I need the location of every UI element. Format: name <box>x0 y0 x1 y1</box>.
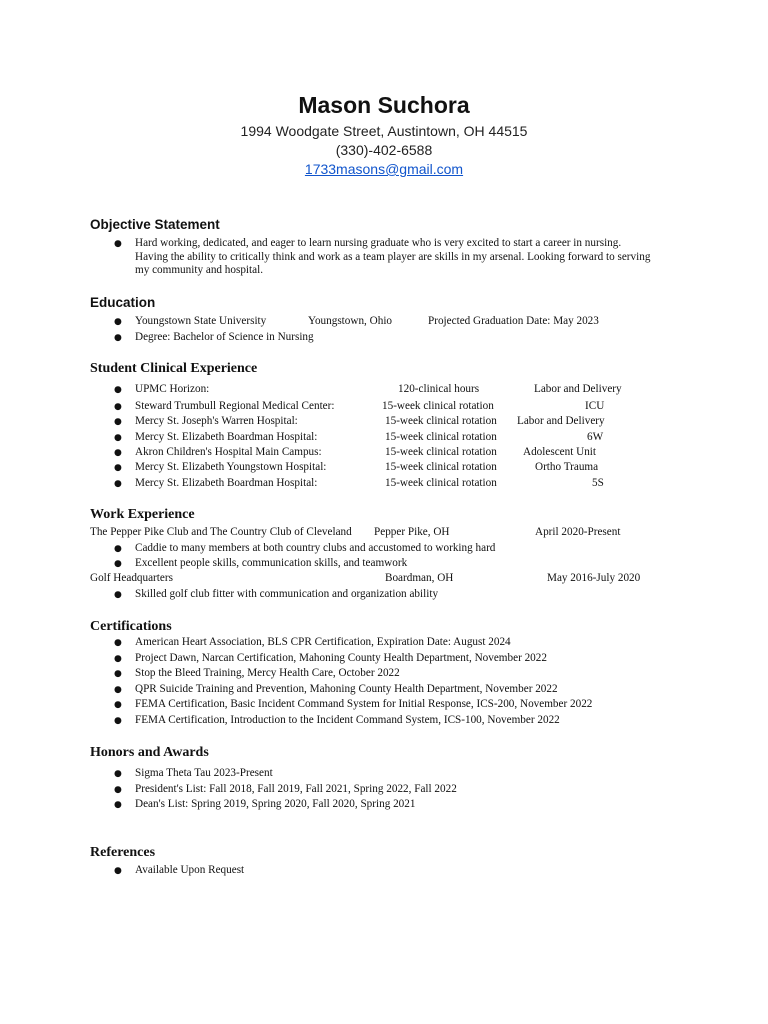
employer-location: Pepper Pike, OH <box>374 526 450 538</box>
certification-item: Stop the Bleed Training, Mercy Health Care, October 2022 <box>135 667 400 679</box>
bullet-icon: ● <box>114 417 122 427</box>
education-heading: Education <box>90 295 156 310</box>
phone: (330)-402-6588 <box>335 142 433 158</box>
job-bullet: Excellent people skills, communication skills, and teamwork <box>135 557 408 569</box>
bullet-icon: ● <box>114 402 122 412</box>
honor-item: Sigma Theta Tau 2023-Present <box>135 767 273 779</box>
certification-item: QPR Suicide Training and Prevention, Mahoning County Health Department, November 2022 <box>135 683 558 695</box>
bullet-icon: ● <box>114 654 122 664</box>
bullet-icon: ● <box>114 800 122 810</box>
job-bullet: Skilled golf club fitter with communication and organization ability <box>135 588 439 600</box>
bullet-icon: ● <box>114 433 122 443</box>
clinical-unit: 5S <box>592 477 604 489</box>
bullet-icon: ● <box>114 866 122 876</box>
clinical-unit: Labor and Delivery <box>517 415 605 427</box>
clinical-unit: Labor and Delivery <box>534 383 622 395</box>
clinical-site: Mercy St. Joseph's Warren Hospital: <box>135 415 298 427</box>
clinical-unit: ICU <box>585 400 605 412</box>
clinical-site: Mercy St. Elizabeth Boardman Hospital: <box>135 431 318 443</box>
certification-item: American Heart Association, BLS CPR Certification, Expiration Date: August 2024 <box>135 636 511 648</box>
clinical-site: Mercy St. Elizabeth Youngstown Hospital: <box>135 461 327 473</box>
school-name: Youngstown State University <box>135 315 267 327</box>
bullet-icon: ● <box>114 239 122 249</box>
clinical-site: Akron Children's Hospital Main Campus: <box>135 446 322 458</box>
bullet-icon: ● <box>114 385 122 395</box>
clinical-unit: 6W <box>587 431 604 443</box>
clinical-heading: Student Clinical Experience <box>90 361 258 376</box>
bullet-icon: ● <box>114 590 122 600</box>
clinical-duration: 15-week clinical rotation <box>385 431 497 443</box>
work-heading: Work Experience <box>90 507 195 522</box>
clinical-unit: Adolescent Unit <box>523 446 597 458</box>
honors-heading: Honors and Awards <box>90 745 209 760</box>
references-heading: References <box>90 845 156 860</box>
reference-item: Available Upon Request <box>135 864 245 876</box>
bullet-icon: ● <box>114 544 122 554</box>
clinical-duration: 15-week clinical rotation <box>385 477 497 489</box>
honor-item: President's List: Fall 2018, Fall 2019, Fall 2021, Spring 2022, Fall 2022 <box>135 783 457 795</box>
objective-line: my community and hospital. <box>135 264 264 276</box>
bullet-icon: ● <box>114 785 122 795</box>
clinical-duration: 15-week clinical rotation <box>382 400 494 412</box>
clinical-unit: Ortho Trauma <box>535 461 599 473</box>
graduation-date: Projected Graduation Date: May 2023 <box>428 315 599 327</box>
resume-name: Mason Suchora <box>298 92 470 118</box>
employment-dates: April 2020-Present <box>535 526 621 538</box>
employer: Golf Headquarters <box>90 572 173 584</box>
bullet-icon: ● <box>114 479 122 489</box>
bullet-icon: ● <box>114 448 122 458</box>
email-line <box>0 161 768 177</box>
employment-dates: May 2016-July 2020 <box>547 572 641 584</box>
clinical-duration: 15-week clinical rotation <box>385 446 497 458</box>
honor-item: Dean's List: Spring 2019, Spring 2020, Fall 2020, Spring 2021 <box>135 798 416 810</box>
employer-location: Boardman, OH <box>385 572 454 584</box>
clinical-duration: 15-week clinical rotation <box>385 461 497 473</box>
clinical-site: Mercy St. Elizabeth Boardman Hospital: <box>135 477 318 489</box>
employer: The Pepper Pike Club and The Country Club of Cleveland <box>90 526 352 538</box>
degree: Degree: Bachelor of Science in Nursing <box>135 331 314 343</box>
bullet-icon: ● <box>114 669 122 679</box>
certification-item: FEMA Certification, Basic Incident Command System for Initial Response, ICS-200, November 2022 <box>135 698 593 710</box>
bullet-icon: ● <box>114 638 122 648</box>
clinical-duration: 120-clinical hours <box>398 383 480 395</box>
job-bullet: Caddie to many members at both country clubs and accustomed to working hard <box>135 542 496 554</box>
certification-item: Project Dawn, Narcan Certification, Mahoning County Health Department, November 2022 <box>135 652 547 664</box>
objective-line: Having the ability to critically think and work as a team player are skills in my arsenal. Looking forward to serving <box>135 251 651 263</box>
bullet-icon: ● <box>114 317 122 327</box>
bullet-icon: ● <box>114 769 122 779</box>
bullet-icon: ● <box>114 700 122 710</box>
clinical-duration: 15-week clinical rotation <box>385 415 497 427</box>
bullet-icon: ● <box>114 685 122 695</box>
address: 1994 Woodgate Street, Austintown, OH 44515 <box>240 123 528 139</box>
bullet-icon: ● <box>114 463 122 473</box>
objective-line: Hard working, dedicated, and eager to learn nursing graduate who is very excited to start a career in nursing. <box>135 237 622 249</box>
email-link[interactable]: 1733masons@gmail.com <box>304 161 464 177</box>
clinical-site: Steward Trumbull Regional Medical Center: <box>135 400 335 412</box>
certification-item: FEMA Certification, Introduction to the Incident Command System, ICS-100, November 2022 <box>135 714 560 726</box>
bullet-icon: ● <box>114 559 122 569</box>
objective-heading: Objective Statement <box>90 217 220 232</box>
certifications-heading: Certifications <box>90 619 172 634</box>
clinical-site: UPMC Horizon: <box>135 383 210 395</box>
bullet-icon: ● <box>114 333 122 343</box>
school-location: Youngstown, Ohio <box>308 315 393 327</box>
bullet-icon: ● <box>114 716 122 726</box>
